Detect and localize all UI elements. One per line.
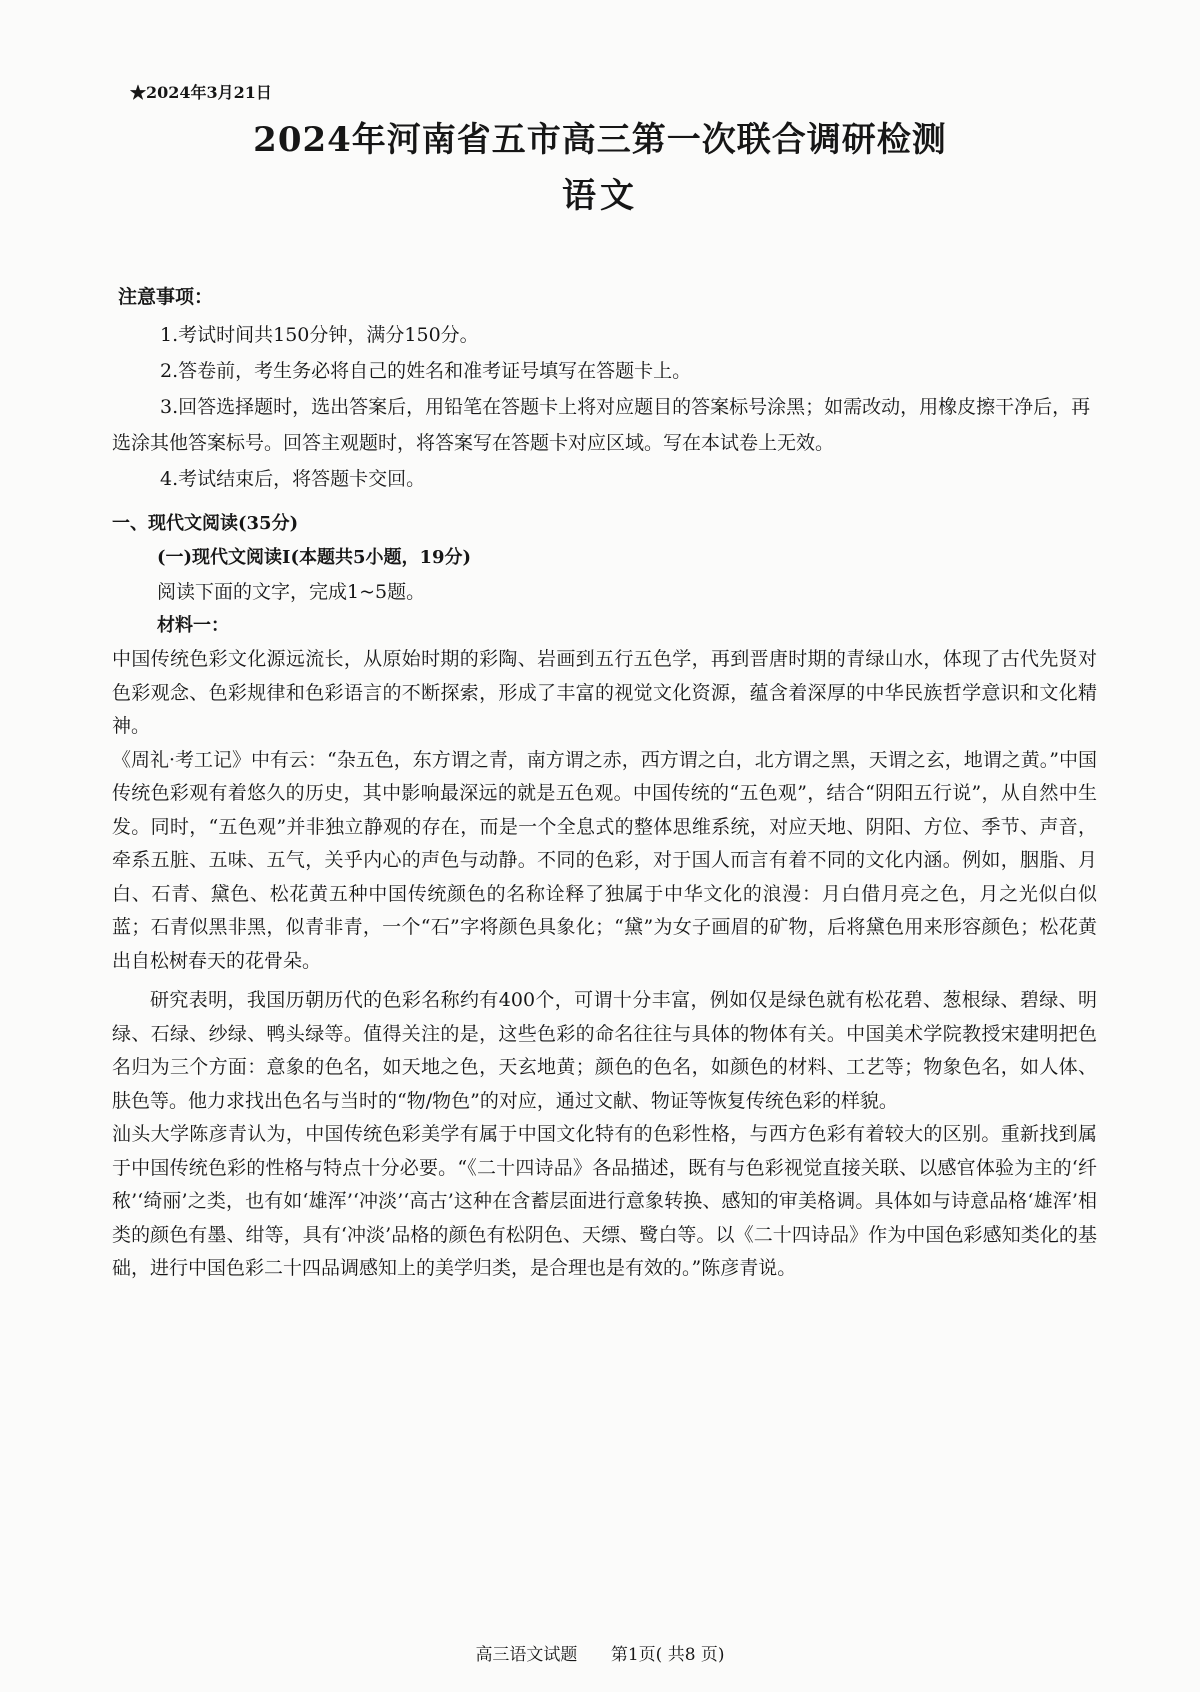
footer-exam-name: 高三语文试题 — [475, 1645, 578, 1665]
exam-title: 2024年河南省五市高三第一次联合调研检测 — [253, 120, 947, 160]
notice-item: 3.回答选择题时，选出答案后，用铅笔在答题卡上将对应题目的答案标号涂黑；如需改动，用橡皮擦干净后，再选涂其他答案标号。回答主观题时，将答案写在答题卡对应区域。写在本试卷上无效。 — [112, 396, 1091, 454]
notice-item: 2.答卷前，考生务必将自己的姓名和准考证号填写在答题卡上。 — [160, 360, 692, 382]
material-paragraph: 汕头大学陈彦青认为，中国传统色彩美学有属于中国文化特有的色彩性格，与西方色彩有着较大的区别。重新找到属于中国传统色彩的性格与特点十分必要。“《二十四诗品》各品描述，既有与色彩视觉直接关联、以感官体验为主的‘纤秾’‘绮丽’之类，也有如‘雄浑’‘冲淡’‘高古’这种在含蓄层面进行意象转换、感知的审美格调。具体如与诗意品格‘雄浑’相类的颜色有墨、绀等，具有‘冲淡’品格的颜色有松阴色、天缥、鹭白等。以《二十四诗品》作为中国色彩感知类化的基础，进行中国色彩二十四品调感知上的美学归类，是合理也是有效的。”陈彦青说。 — [112, 1123, 1097, 1279]
material-paragraph: 《周礼·考工记》中有云：“杂五色，东方谓之青，南方谓之赤，西方谓之白，北方谓之黑，天谓之玄，地谓之黄。”中国传统色彩观有着悠久的历史，其中影响最深远的就是五色观。中国传统的“五色观”，结合“阴阳五行说”，从自然中生发。同时，“五色观”并非独立静观的存在，而是一个全息式的整体思维系统，对应天地、阴阳、方位、季节、声音，牵系五脏、五味、五气，关乎内心的声色与动静。不同的色彩，对于国人而言有着不同的文化内涵。例如，胭脂、月白、石青、黛色、松花黄五种中国传统颜色的名称诠释了独属于中华文化的浪漫：月白借月亮之色，月之光似白似蓝；石青似黑非黑，似青非青，一个“石”字将颜色具象化；“黛”为女子画眉的矿物，后将黛色用来形容颜色；松花黄出自松树春天的花骨朵。 — [112, 748, 1097, 972]
section-heading: 一、现代文阅读(35分) — [112, 513, 299, 534]
subject-title: 语文 — [562, 176, 638, 216]
material-label: 材料一： — [157, 615, 229, 636]
page-body — [112, 282, 1097, 1286]
material-paragraph: 中国传统色彩文化源远流长，从原始时期的彩陶、岩画到五行五色学，再到晋唐时期的青绿山水，体现了古代先贤对色彩观念、色彩规律和色彩语言的不断探索，形成了丰富的视觉文化资源，蕴含着深厚的中华民族哲学意识和文化精神。 — [112, 648, 1097, 737]
footer-page-number: 第1页( 共8 页) — [610, 1645, 725, 1665]
section-subheading: (一)现代文阅读Ⅰ(本题共5小题，19分) — [157, 547, 472, 568]
exam-date: ★2024年3月21日 — [130, 83, 272, 102]
notice-list — [112, 317, 1097, 497]
notice-title: 注意事项： — [118, 286, 214, 308]
page-footer — [0, 1640, 1200, 1665]
reading-instruction: 阅读下面的文字，完成1~5题。 — [157, 581, 426, 603]
notice-item: 4.考试结束后，将答题卡交回。 — [160, 468, 426, 490]
material-paragraph: 研究表明，我国历朝历代的色彩名称约有400个，可谓十分丰富，例如仅是绿色就有松花碧、葱根绿、碧绿、明绿、石绿、纱绿、鸭头绿等。值得关注的是，这些色彩的命名往往与具体的物体有关。中国美术学院教授宋建明把色名归为三个方面：意象的色名，如天地之色，天玄地黄；颜色的色名，如颜色的材料、工艺等；物象色名，如人体、肤色等。他力求找出色名与当时的“物/物色”的对应，通过文献、物证等恢复传统色彩的样貌。 — [112, 989, 1097, 1112]
notice-item: 1.考试时间共150分钟，满分150分。 — [160, 324, 479, 346]
